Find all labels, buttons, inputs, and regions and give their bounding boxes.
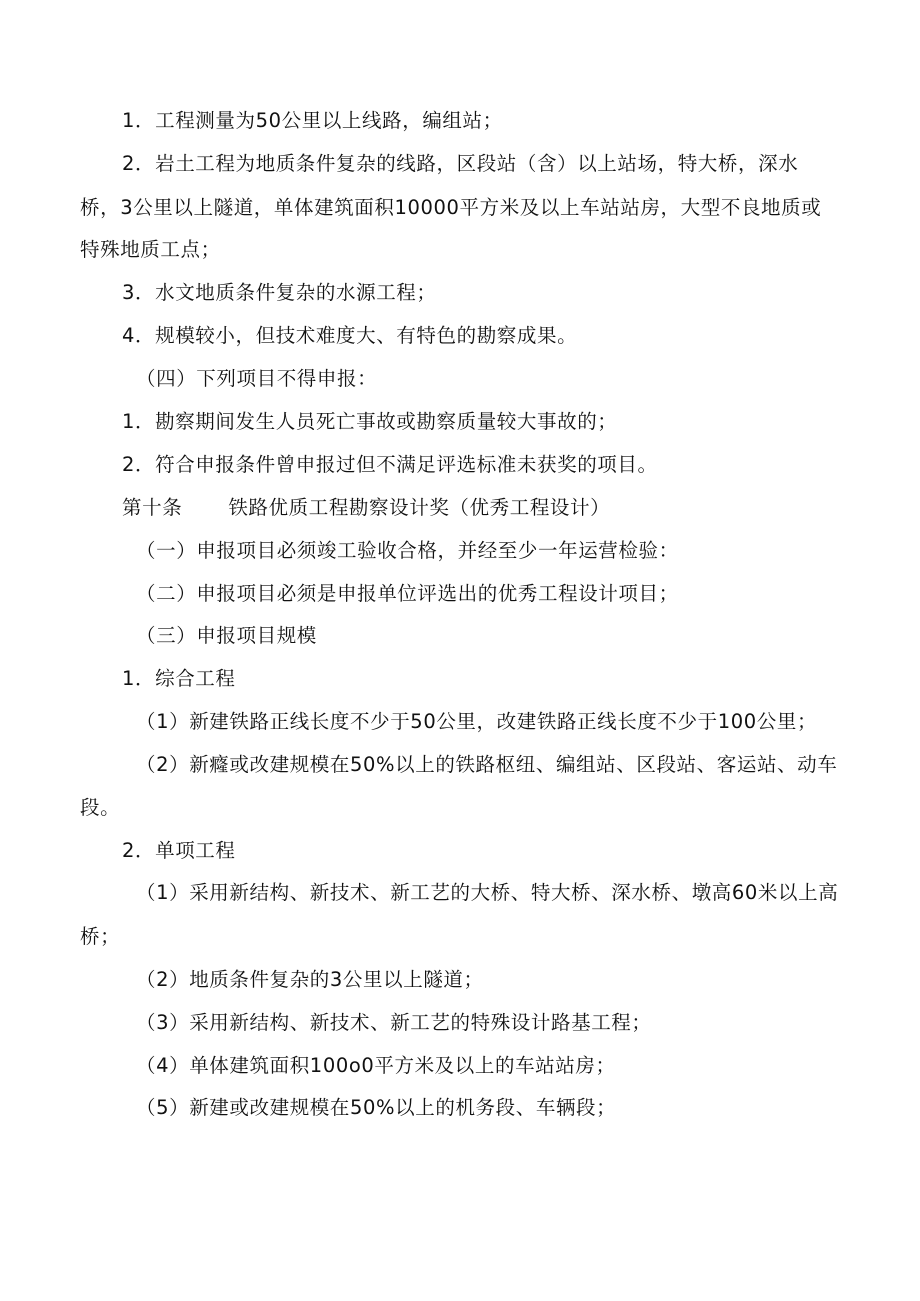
text-line: 4．规模较小，但技术难度大、有特色的勘察成果。 <box>122 324 578 347</box>
text-line: （2）新癃或改建规模在50%以上的铁路枢纽、编组站、区段站、客运站、动车 <box>136 753 838 776</box>
text-line: （5）新建或改建规模在50%以上的机务段、车辆段； <box>136 1096 617 1119</box>
text-line: （3）采用新结构、新技术、新工艺的特殊设计路基工程； <box>136 1011 652 1034</box>
text-line: 2．单项工程 <box>122 839 236 862</box>
text-line: 3．水文地质条件复杂的水源工程； <box>122 281 437 304</box>
text-line: （4）单体建筑面积100o0平方米及以上的车站站房； <box>136 1054 616 1077</box>
text-line: 2．岩土工程为地质条件复杂的线路，区段站（含）以上站场，特大桥，深水 <box>122 152 799 175</box>
text-line: 1．勘察期间发生人员死亡事故或勘察质量较大事故的； <box>122 410 618 433</box>
text-line: （二）申报项目必须是申报单位评选出的优秀工程设计项目； <box>136 582 679 605</box>
article-heading <box>122 496 610 520</box>
text-line: 桥； <box>80 925 121 948</box>
text-line: 段。 <box>80 796 121 819</box>
text-line: 1．工程测量为50公里以上线路，编组站； <box>122 109 503 132</box>
text-line: 特殊地质工点； <box>80 238 221 261</box>
text-line: （三）申报项目规模 <box>136 624 317 647</box>
article-title: 铁路优质工程勘察设计奖（优秀工程设计） <box>228 496 611 519</box>
article-number: 第十条 <box>122 496 183 519</box>
text-line: （2）地质条件复杂的3公里以上隧道； <box>136 968 484 991</box>
text-line: 2．符合申报条件曾申报过但不满足评选标准未获奖的项目。 <box>122 453 658 476</box>
text-line: （1）采用新结构、新技术、新工艺的大桥、特大桥、深水桥、墩高60米以上高 <box>136 881 839 904</box>
text-line: （1）新建铁路正线长度不少于50公里，改建铁路正线长度不少于100公里； <box>136 710 818 733</box>
text-line: 桥，3公里以上隧道，单体建筑面积10000平方米及以上车站站房，大型不良地质或 <box>80 196 822 219</box>
text-line: 1．综合工程 <box>122 667 236 690</box>
text-line: （一）申报项目必须竣工验收合格，并经至少一年运营检验： <box>136 539 679 562</box>
section-heading: （四）下列项目不得申报： <box>136 367 378 390</box>
